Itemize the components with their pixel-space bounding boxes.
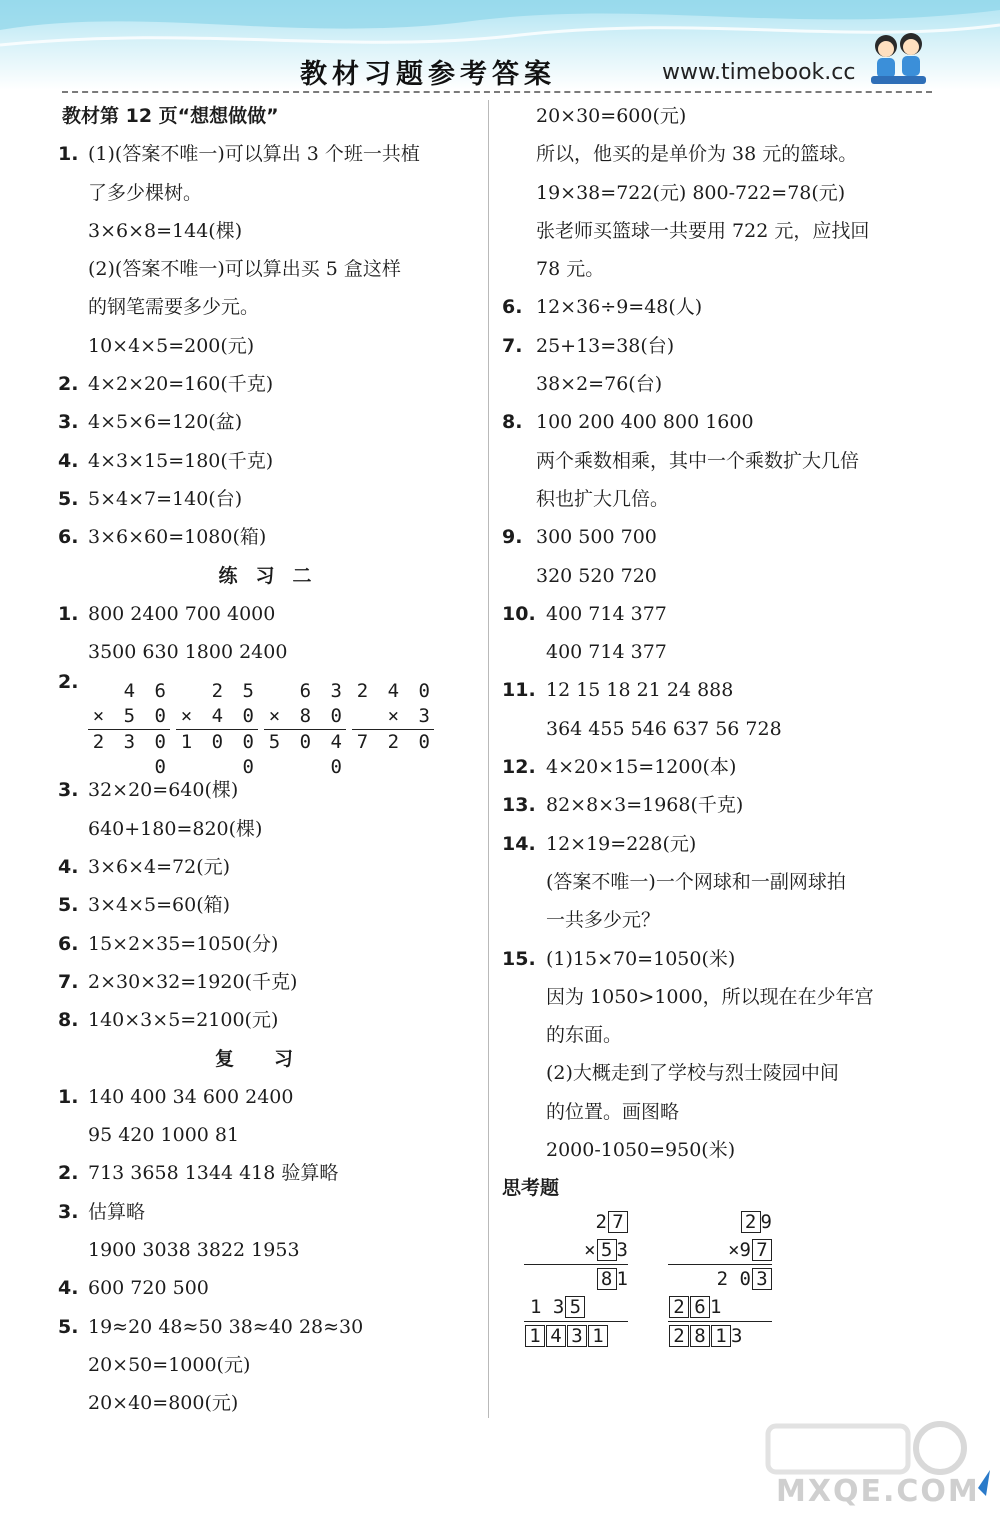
answer-line: 2. 713 3658 1344 418 验算略 [58, 1162, 339, 1185]
answer-line: 3. 估算略 [58, 1200, 146, 1223]
multiplication-4: 2 4 0 × 3 7 2 0 [352, 679, 434, 755]
answer-line: 的东面。 [546, 1024, 623, 1047]
answer-line: 20×40=800(元) [88, 1392, 239, 1415]
answer-line: 因为 1050>1000，所以现在在少年宫 [546, 985, 874, 1008]
answer-line: 4. 4×3×15=180(千克) [58, 449, 274, 472]
site-url: www.timebook.cc [662, 60, 856, 85]
answer-line: 12. 4×20×15=1200(本) [502, 756, 737, 779]
answer-line: 一共多少元？ [546, 909, 661, 932]
section-heading: 教材第 12 页“想想做做” [62, 105, 279, 127]
answer-line: 1. 800 2400 700 4000 [58, 602, 276, 625]
answer-line: 8. 100 200 400 800 1600 [502, 411, 754, 434]
answer-line: 6. 3×6×60=1080(箱) [58, 526, 267, 549]
answer-line: 两个乘数相乘，其中一个乘数扩大几倍 [536, 449, 860, 472]
answer-line: 9. 300 500 700 [502, 526, 657, 549]
answer-line: 7. 25+13=38(台) [502, 334, 675, 357]
answer-line: 400 714 377 [546, 641, 667, 664]
answer-line: 5. 3×4×5=60(箱) [58, 894, 231, 917]
multiplication-2: 2 5 × 4 0 1 0 0 0 [176, 679, 258, 755]
answer-line: 张老师买篮球一共要用 722 元，应找回 [536, 219, 870, 242]
answer-line: 19×38=722(元) 800-722=78(元) [536, 181, 846, 204]
watermark-text: MXQE.COM [776, 1474, 980, 1509]
answer-line: 10. 400 714 377 [502, 602, 667, 625]
answer-line: 6. 15×2×35=1050(分) [58, 932, 279, 955]
answer-line: 5. 5×4×7=140(台) [58, 487, 243, 510]
answer-line: 10×4×5=200(元) [88, 334, 255, 357]
section-heading: 练习二 [218, 564, 330, 587]
answer-line: 78 元。 [536, 258, 605, 281]
page-title: 教材习题参考答案 [300, 59, 556, 90]
answer-line: 了多少棵树。 [88, 181, 203, 204]
answer-line: 积也扩大几倍。 [536, 487, 670, 510]
thinking-puzzles [502, 1208, 934, 1368]
answer-line: (2)(答案不唯一)可以算出买 5 盒这样 [88, 258, 401, 281]
answer-line: 2. 4×2×20=160(千克) [58, 373, 274, 396]
answer-line: 15. (1)15×70=1050(米) [502, 947, 736, 970]
answer-line: 3500 630 1800 2400 [88, 641, 288, 664]
section-heading: 思考题 [502, 1177, 560, 1200]
answer-line: 4. 3×6×4=72(元) [58, 856, 231, 879]
answer-line: 2000-1050=950(米) [546, 1139, 736, 1162]
answer-line: 14. 12×19=228(元) [502, 832, 697, 855]
answer-line: 6. 12×36÷9=48(人) [502, 296, 703, 319]
answer-line: 640+180=820(棵) [88, 817, 263, 840]
right-column [502, 97, 934, 1368]
answer-line: 38×2=76(台) [536, 373, 663, 396]
answer-line: 95 420 1000 81 [88, 1124, 240, 1147]
answer-line: 364 455 546 637 56 728 [546, 717, 782, 740]
section-heading: 复习 [214, 1047, 333, 1070]
puzzle-2: 2 9 ×9 7 2 0 3 2 6 1 2 8 1 3 [668, 1208, 772, 1350]
answer-line: 13. 82×8×3=1968(千克) [502, 794, 744, 817]
answer-line: 1900 3038 3822 1953 [88, 1239, 300, 1262]
answer-line: 8. 140×3×5=2100(元) [58, 1009, 279, 1032]
answer-line: 1. (1)(答案不唯一)可以算出 3 个班一共植 [58, 143, 420, 166]
multiplication-3: 6 3 × 8 0 5 0 4 0 [264, 679, 346, 755]
answer-line: 4. 600 720 500 [58, 1277, 209, 1300]
answer-line: 3. 32×20=640(棵) [58, 779, 239, 802]
answer-line: 7. 2×30×32=1920(千克) [58, 970, 298, 993]
mascot-kids-icon [866, 30, 932, 88]
answer-line: 的位置。画图略 [546, 1100, 680, 1123]
puzzle-1: 2 7 × 5 3 8 1 1 3 5 1 4 3 1 [524, 1208, 628, 1350]
answer-line: 20×30=600(元) [536, 105, 687, 127]
answer-line: (答案不唯一)一个网球和一副网球拍 [546, 870, 846, 893]
answer-line: 3. 4×5×6=120(盆) [58, 411, 243, 434]
answer-line: 1. 140 400 34 600 2400 [58, 1085, 294, 1108]
answer-line: 3×6×8=144(棵) [88, 219, 243, 242]
answer-line: 5. 19≈20 48≈50 38≈40 28≈30 [58, 1315, 364, 1338]
answer-line: 所以，他买的是单价为 38 元的篮球。 [536, 143, 858, 166]
answer-line: 20×50=1000(元) [88, 1353, 251, 1376]
left-column [58, 97, 490, 1423]
multiplication-1: 4 6 × 5 0 2 3 0 0 [88, 679, 170, 755]
answer-line: 11. 12 15 18 21 24 888 [502, 679, 734, 702]
answer-line: 的钢笔需要多少元。 [88, 296, 260, 319]
answer-line: (2)大概走到了学校与烈士陵园中间 [546, 1062, 839, 1085]
answer-line: 320 520 720 [536, 564, 657, 587]
vertical-multiplications: 2. 4 6 × 5 0 2 3 0 0 2 5 × 4 0 1 0 0 0 6 3 × 8 0 5 0 4 0 2 4 0 × 3 7 2 0 [58, 671, 434, 779]
header-divider [62, 91, 932, 93]
